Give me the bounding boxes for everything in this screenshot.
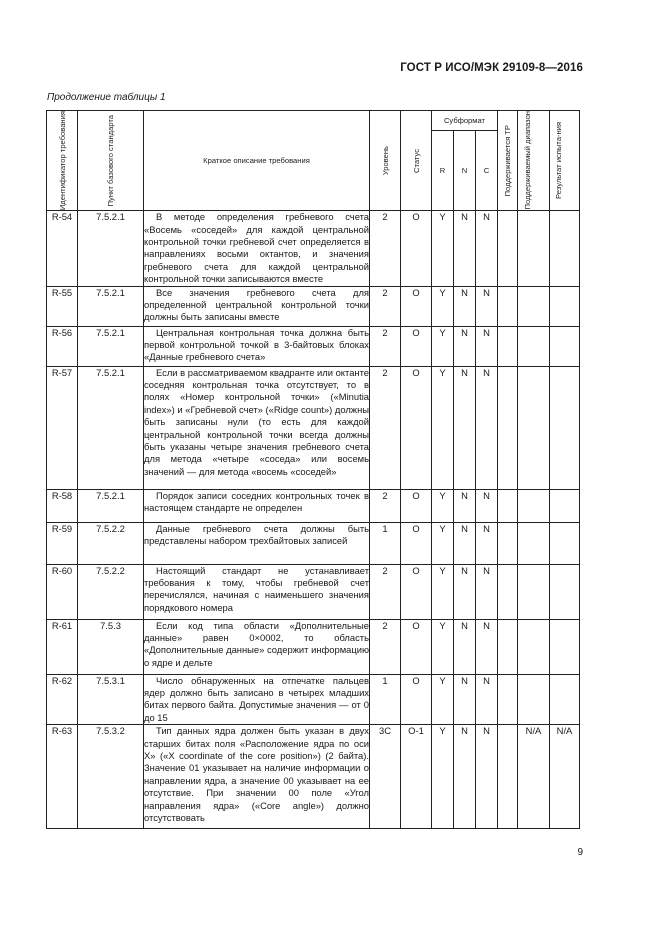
table-row [47,286,580,326]
requirements-table [46,110,580,829]
row-level-cell: 2 [370,619,401,674]
row-sub-r-cell: Y [432,619,454,674]
row-sub-r-cell: Y [432,564,454,619]
row-test-result-cell [550,211,580,286]
row-sub-r-cell: Y [432,366,454,489]
row-level-cell: 2 [370,286,401,326]
row-sub-n-cell: N [454,326,476,366]
col-header-id: Идентификатор требования [47,111,78,211]
row-supported-tp-cell [498,725,518,829]
row-supported-range-cell [518,619,550,674]
table-row [47,674,580,725]
row-status-cell: O [401,522,432,564]
row-id-cell: R-57 [47,366,78,489]
table-row [47,564,580,619]
row-sub-r-cell: Y [432,326,454,366]
row-id-cell: R-56 [47,326,78,366]
row-sub-n-cell: N [454,674,476,725]
row-supported-tp-cell [498,564,518,619]
row-sub-n-cell: N [454,489,476,522]
row-description-cell: Настоящий стандарт не устанавливает требования к тому, чтобы гребневой счет перечислялся, начиная с наименьшего значения порядкового номера [144,564,370,619]
page-number: 9 [577,847,583,858]
col-header-clause: Пункт базового стандарта [78,111,144,211]
col-header-subformat: Субформат [432,111,498,131]
table-header-row [47,111,580,131]
row-sub-c-cell: N [476,674,498,725]
row-status-cell: O [401,286,432,326]
row-supported-tp-cell [498,619,518,674]
row-test-result-cell: N/A [550,725,580,829]
table-row [47,725,580,829]
row-level-cell: 1 [370,674,401,725]
row-sub-r-cell: Y [432,522,454,564]
row-id-cell: R-63 [47,725,78,829]
row-description-cell: Центральная контрольная точка должна быть первой контрольной точкой в 3-байтовых блоках «Данные гребневого счета» [144,326,370,366]
row-test-result-cell [550,674,580,725]
row-id-cell: R-58 [47,489,78,522]
row-test-result-cell [550,366,580,489]
row-level-cell: 3C [370,725,401,829]
row-supported-tp-cell [498,326,518,366]
row-test-result-cell [550,326,580,366]
col-header-level: Уровень [370,111,401,211]
table-row [47,619,580,674]
row-clause-cell: 7.5.3.1 [78,674,144,725]
row-level-cell: 2 [370,564,401,619]
row-clause-cell: 7.5.3 [78,619,144,674]
col-header-sub-n: N [454,130,476,210]
row-status-cell: O-1 [401,725,432,829]
row-supported-range-cell: N/A [518,725,550,829]
row-clause-cell: 7.5.2.1 [78,366,144,489]
row-sub-c-cell: N [476,366,498,489]
row-description-cell: Порядок записи соседних контрольных точек в настоящем стандарте не определен [144,489,370,522]
row-status-cell: O [401,674,432,725]
row-test-result-cell [550,564,580,619]
col-header-supported-range: Поддерживаемый диапазон [518,111,550,211]
row-clause-cell: 7.5.2.1 [78,326,144,366]
col-header-sub-r: R [432,130,454,210]
row-test-result-cell [550,522,580,564]
row-supported-tp-cell [498,366,518,489]
row-supported-tp-cell [498,522,518,564]
col-header-test-result: Результат испыта-ния [550,111,580,211]
row-status-cell: O [401,489,432,522]
row-supported-range-cell [518,564,550,619]
row-sub-r-cell: Y [432,211,454,286]
row-sub-n-cell: N [454,286,476,326]
row-sub-r-cell: Y [432,489,454,522]
row-sub-n-cell: N [454,522,476,564]
table-row [47,326,580,366]
table-row [47,366,580,489]
row-sub-c-cell: N [476,564,498,619]
row-id-cell: R-62 [47,674,78,725]
table-row [47,211,580,286]
table-continuation-caption: Продолжение таблицы 1 [47,92,166,103]
row-clause-cell: 7.5.2.1 [78,286,144,326]
row-test-result-cell [550,286,580,326]
row-description-cell: Все значения гребневого счета для определенной центральной контрольной точки должны быть записаны вместе [144,286,370,326]
row-supported-range-cell [518,489,550,522]
row-clause-cell: 7.5.2.2 [78,522,144,564]
row-status-cell: O [401,326,432,366]
col-header-description: Краткое описание требования [144,111,370,211]
row-test-result-cell [550,619,580,674]
table-row [47,522,580,564]
row-level-cell: 2 [370,326,401,366]
row-supported-tp-cell [498,211,518,286]
row-supported-range-cell [518,522,550,564]
row-level-cell: 2 [370,211,401,286]
row-status-cell: O [401,619,432,674]
row-sub-r-cell: Y [432,674,454,725]
row-supported-tp-cell [498,286,518,326]
row-id-cell: R-61 [47,619,78,674]
row-sub-c-cell: N [476,489,498,522]
row-description-cell: Если код типа области «Дополнительные данные» равен 0×0002, то область «Дополнительные данные» содержит информацию о ядре и дельте [144,619,370,674]
row-supported-range-cell [518,211,550,286]
row-supported-range-cell [518,674,550,725]
row-description-cell: Число обнаруженных на отпечатке пальцев ядер должно быть записано в четырех младших битах первого байта. Допустимые значения — от 0 до 15 [144,674,369,723]
row-sub-c-cell: N [476,326,498,366]
row-supported-range-cell [518,326,550,366]
row-description-cell: Если в рассматриваемом квадранте или октанте соседняя контрольная точка отсутствует, то в полях «Номер контрольной точки» («Minutia index») и «Гребневой счет» («Ridge count») должны быть записаны нули (то есть для каждой центральной контрольной точки всегда должны быть указаны четыре значения гребневого счета для метода «четыре «соседа» или восемь значений — для метода «восемь «соседей» [144,366,370,489]
row-sub-c-cell: N [476,725,498,829]
row-id-cell: R-59 [47,522,78,564]
row-description-cell: Данные гребневого счета должны быть представлены набором трехбайтовых записей [144,522,370,564]
row-sub-r-cell: Y [432,286,454,326]
col-header-sub-c: C [476,130,498,210]
col-header-supported-tp: Поддерживается ТР [498,111,518,211]
row-supported-tp-cell [498,674,518,725]
row-description-cell: В методе определения гребневого счета «Восемь «соседей» для каждой центральной контрольной точки гребневой счет определяется в направлениях восьми октантов, и значения гребневого счета для каждой центральной контрольной точки записываются вместе [144,211,369,285]
row-clause-cell: 7.5.3.2 [78,725,144,829]
row-sub-c-cell: N [476,286,498,326]
row-clause-cell: 7.5.2.2 [78,564,144,619]
row-level-cell: 2 [370,366,401,489]
row-sub-r-cell: Y [432,725,454,829]
row-sub-n-cell: N [454,366,476,489]
row-clause-cell: 7.5.2.1 [78,211,144,286]
table-body [47,211,580,829]
row-supported-tp-cell [498,489,518,522]
row-id-cell: R-55 [47,286,78,326]
row-clause-cell: 7.5.2.1 [78,489,144,522]
table-row [47,489,580,522]
row-sub-n-cell: N [454,725,476,829]
row-sub-n-cell: N [454,619,476,674]
row-sub-c-cell: N [476,522,498,564]
col-header-status: Статус [401,111,432,211]
row-status-cell: O [401,366,432,489]
row-test-result-cell [550,489,580,522]
document-title: ГОСТ Р ИСО/МЭК 29109-8—2016 [400,62,583,74]
row-sub-c-cell: N [476,619,498,674]
row-supported-range-cell [518,286,550,326]
row-sub-n-cell: N [454,211,476,286]
row-status-cell: O [401,211,432,286]
row-sub-n-cell: N [454,564,476,619]
row-status-cell: O [401,564,432,619]
row-id-cell: R-60 [47,564,78,619]
row-level-cell: 2 [370,489,401,522]
row-sub-c-cell: N [476,211,498,286]
row-level-cell: 1 [370,522,401,564]
row-supported-range-cell [518,366,550,489]
row-description-cell: Тип данных ядра должен быть указан в двух старших битах поля «Расположение ядра по оси X» («X coordinate of the core position») (2 байта). Значение 01 указывает на наличие информации о направлении ядра, а значение 00 указывает на ее отсутствие. При значении 00 поле «Угол направления ядра» («Core angle») должно отсутствовать [144,725,370,829]
row-id-cell: R-54 [47,211,78,286]
